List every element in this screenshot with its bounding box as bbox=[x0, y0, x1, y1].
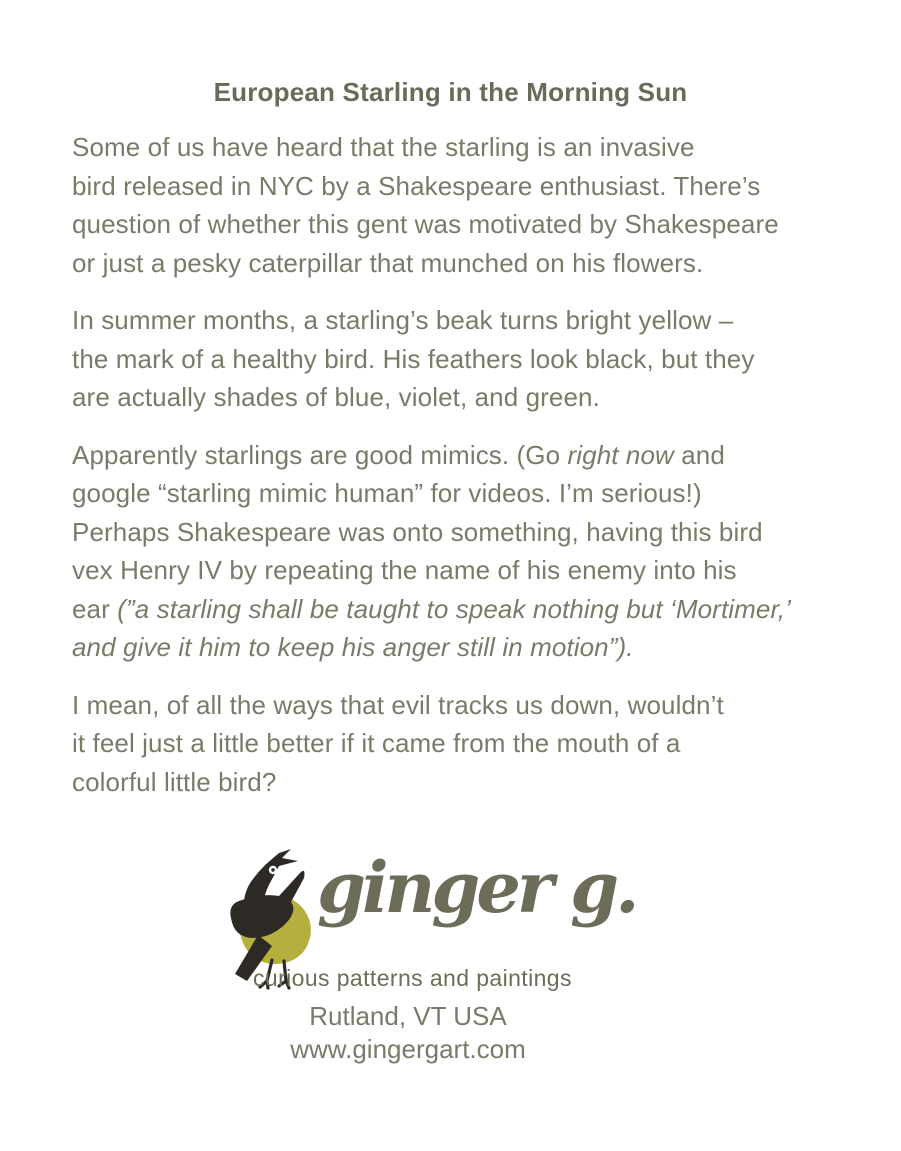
text-line: are actually shades of blue, violet, and green. bbox=[72, 382, 600, 412]
text-line: I mean, of all the ways that evil tracks us down, wouldn’t bbox=[72, 689, 724, 720]
text-line: Perhaps Shakespeare was onto something, having this bird bbox=[72, 516, 763, 547]
website-url: www.gingergart.com bbox=[290, 1034, 526, 1064]
brand-location: Rutland, VT USA bbox=[309, 1001, 507, 1031]
logo-block bbox=[225, 845, 636, 1075]
page-title: European Starling in the Morning Sun bbox=[213, 77, 688, 107]
text-line: colorful little bird? bbox=[72, 766, 277, 797]
brand-name: ginger g. bbox=[317, 846, 636, 929]
text-line: Some of us have heard that the starling is an invasive bbox=[72, 132, 695, 162]
paragraph bbox=[72, 436, 852, 667]
text-line: ear (”a starling shall be taught to speak nothing but ‘Mortimer,’ bbox=[72, 593, 791, 624]
paragraph bbox=[72, 301, 852, 417]
text-line: it feel just a little better if it came from the mouth of a bbox=[72, 728, 681, 758]
text-line: vex Henry IV by repeating the name of his enemy into his bbox=[72, 555, 737, 585]
text-line: bird released in NYC by a Shakespeare enthusiast. There’s bbox=[72, 170, 761, 201]
brand-tagline: curious patterns and paintings bbox=[253, 965, 572, 991]
text-line: the mark of a healthy bird. His feathers look black, but they bbox=[72, 343, 755, 374]
text-line: and give it him to keep his anger still in motion”). bbox=[72, 632, 634, 662]
paragraph bbox=[72, 128, 852, 282]
text-line: question of whether this gent was motivated by Shakespeare bbox=[72, 209, 779, 239]
text-line: In summer months, a starling’s beak turns bright yellow – bbox=[72, 305, 734, 335]
body-text bbox=[72, 128, 852, 820]
paragraph bbox=[72, 686, 852, 802]
text-line: google “starling mimic human” for videos. I’m serious!) bbox=[72, 478, 702, 508]
text-line: Apparently starlings are good mimics. (Go right now and bbox=[72, 439, 725, 470]
text-line: or just a pesky caterpillar that munched on his flowers. bbox=[72, 247, 704, 278]
